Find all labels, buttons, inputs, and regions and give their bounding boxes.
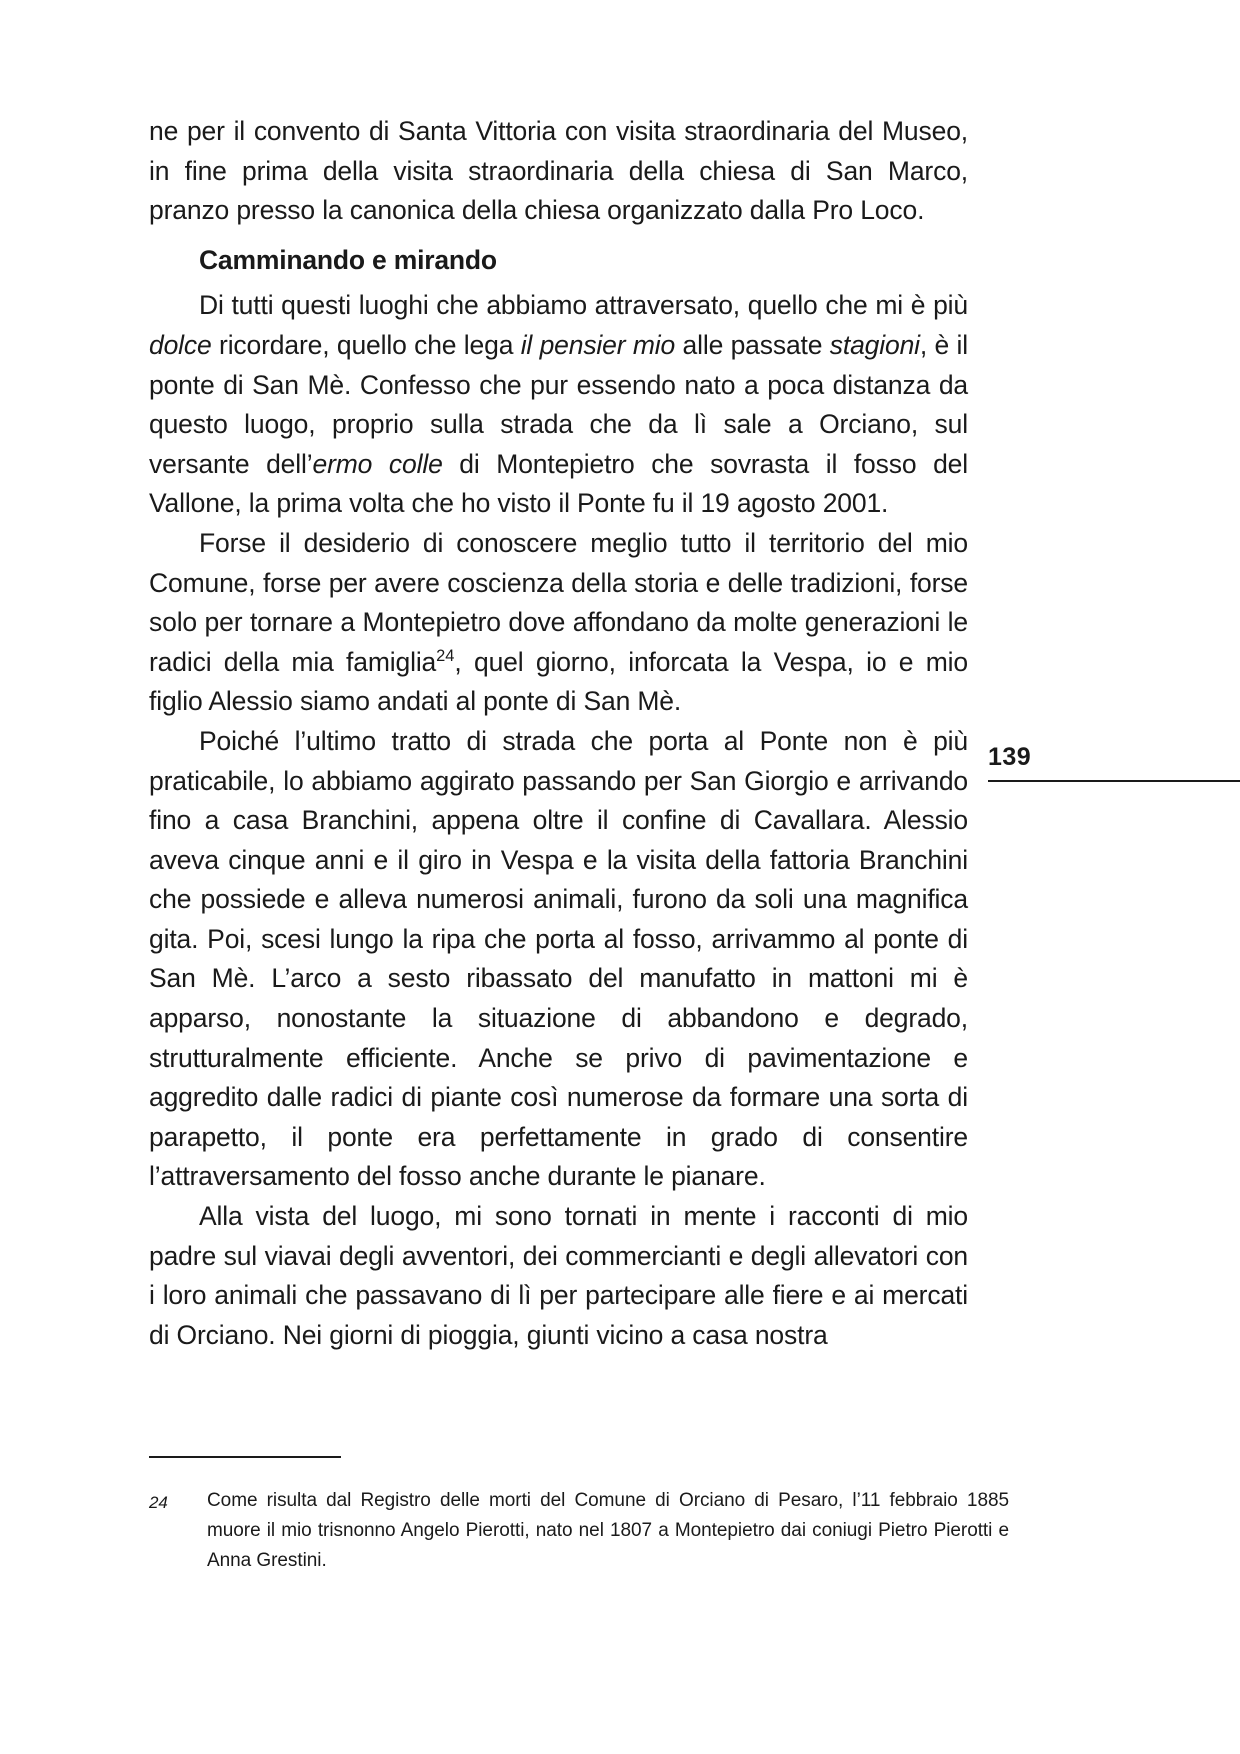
paragraph-poiche [149,722,968,1197]
run-text: Poiché l’ultimo tratto di strada che porta al Ponte non è più praticabile, lo abbiamo aggirato passando per San Giorgio e arrivando fino a casa Branchini, appena oltre il confine di Cavallara. Alessio aveva cinque anni e il giro in Vespa e la visita della fattoria Branchini che possiede e alleva numerosi animali, furono da soli una magnifica gita. Poi, scesi lungo la ripa che porta al fosso, arrivammo al ponte di San Mè. L’arco a sesto ribassato del manufatto in mattoni mi è apparso, nonostante la situazione di abbandono e degrado, strutturalmente efficiente. Anche se privo di pavimentazione e aggredito dalle radici di piante così numerose da formare una sorta di parapetto, il ponte era perfettamente in grado di consentire l’attraversamento del fosso anche durante le pianare. [149,725,968,1192]
run-italic-dolce: dolce [149,329,212,360]
run-italic-ermo-colle: ermo colle [312,448,443,479]
footnote-marker: 24 [149,1493,168,1513]
run-text: Di tutti questi luoghi che abbiamo attraversato, quello che mi è più [199,290,968,321]
run-text: Alla vista del luogo, mi sono tornati in mente i racconti di mio padre sul viavai degli avventori, dei commercianti e degli allevatori con i loro animali che passavano di lì per partecipare alle fiere e ai mercati di Orciano. Nei giorni di pioggia, giunti vicino a casa nostra [149,1201,968,1350]
run-italic-pensier-mio: il pensier mio [520,329,676,360]
section-heading: Camminando e mirando [199,244,497,275]
paragraph-forse [149,524,968,722]
page-number-block [988,742,1240,782]
page-number-rule [988,780,1240,782]
paragraph-continued [149,112,968,231]
page-number: 139 [988,743,1032,771]
text-column [149,112,968,1355]
run-text: Forse il desiderio di conoscere meglio tutto il territorio del mio Comune, forse per avere coscienza della storia e delle tradizioni, forse solo per tornare a Montepietro dove affondano da molte generazioni le radici della mia famiglia [149,527,968,677]
paragraph-alla-vista [149,1197,968,1355]
footnote-item [149,1486,1009,1576]
run-text: , è il ponte di San Mè. Confesso che pur essendo nato a poca distanza da questo luogo, proprio sulla strada che da lì sale a Orciano, sul versante dell’ [149,329,969,479]
footnote-reference-24[interactable]: 24 [436,646,455,665]
footnote-area [149,1456,1009,1576]
run-italic-stagioni: stagioni [829,329,920,360]
paragraph-di-tutti [149,286,968,524]
run-text: ricordare, quello che lega [211,329,521,360]
paragraph-text: ne per il convento di Santa Vittoria con visita straordinaria del Museo, in fine prima della visita straordinaria della chiesa di San Marco, pranzo presso la canonica della chiesa organizzato dalla Pro Loco. [149,116,968,226]
footnote-separator-rule [149,1456,341,1458]
run-text: alle passate [675,329,830,360]
run-text: , quel giorno, inforcata la Vespa, io e mio figlio Alessio siamo andati al ponte di San Mè. [149,646,968,717]
footnote-text: Come risulta dal Registro delle morti del Comune di Orciano di Pesaro, l’11 febbraio 1885 muore il mio trisnonno Angelo Pierotti, nato nel 1807 a Montepietro dai coniugi Pietro Pierotti e Anna Grestini. [207,1490,1009,1572]
run-text: di Montepietro che sovrasta il fosso del Vallone, la prima volta che ho visto il Ponte fu il 19 agosto 2001. [149,448,968,519]
